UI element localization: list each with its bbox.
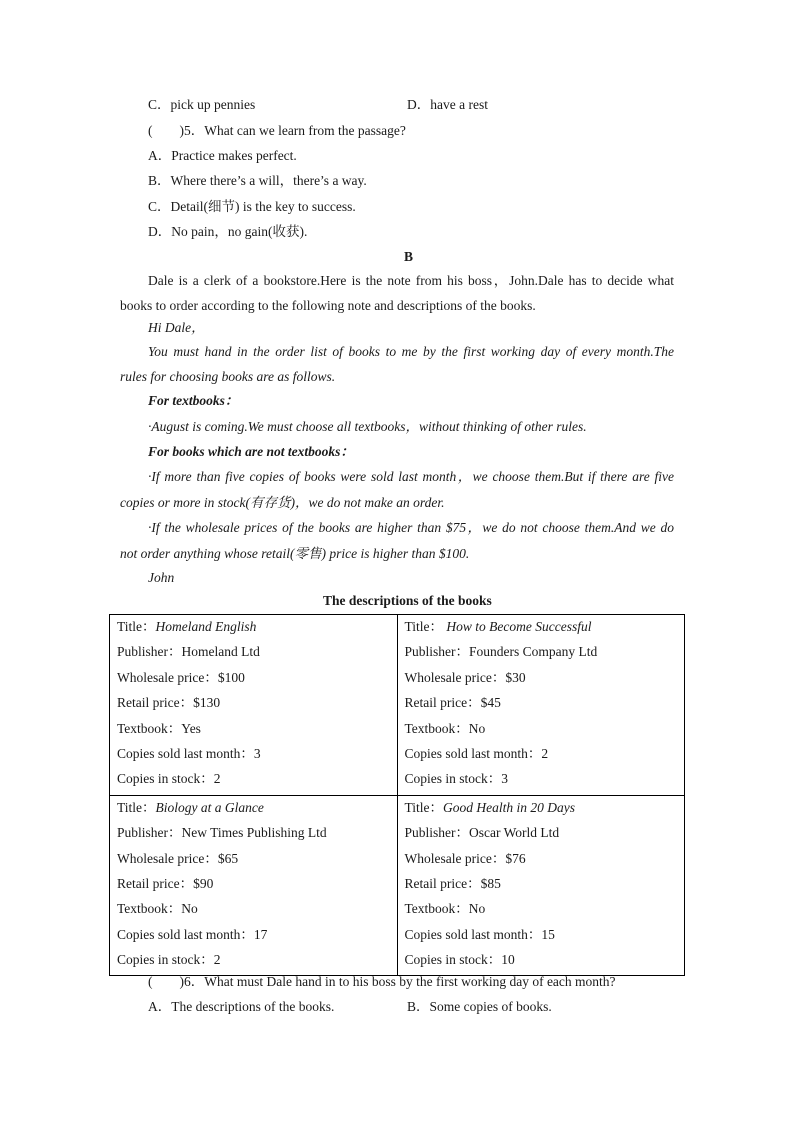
section-heading: B bbox=[404, 249, 414, 264]
book-title: How to Become Successful bbox=[446, 619, 592, 634]
rule1-line-1: ·If more than five copies of books were sold last month，we choose them.But if there are five bbox=[148, 469, 674, 484]
book-wholesale-price: Wholesale price：$76 bbox=[404, 850, 526, 866]
book-textbook: Textbook：No bbox=[117, 901, 198, 917]
book-cell-how-to-become-successful bbox=[397, 615, 685, 796]
book-wholesale-price: Wholesale price：$30 bbox=[404, 669, 526, 685]
intro-line-1: Dale is a clerk of a bookstore.Here is the note from his boss，John.Dale has to decide what bbox=[148, 273, 674, 288]
rule1-line-2: copies or more in stock(有存货)，we do not make an order. bbox=[120, 495, 445, 510]
book-title-row bbox=[117, 617, 391, 642]
q6-option-b: B．Some copies of books. bbox=[407, 999, 552, 1014]
note-line-1: You must hand in the order list of books to me by the first working day of every month.The bbox=[148, 344, 674, 359]
book-retail-price: Retail price：$130 bbox=[117, 695, 221, 711]
title-label: Title： bbox=[404, 799, 444, 815]
book-wholesale-price: Wholesale price：$100 bbox=[117, 669, 245, 685]
nontextbooks-heading: For books which are not textbooks： bbox=[148, 444, 354, 459]
book-copies-sold: Copies sold last month：17 bbox=[117, 926, 268, 942]
book-copies-sold: Copies sold last month：3 bbox=[117, 745, 261, 761]
book-copies-stock: Copies in stock：3 bbox=[404, 771, 508, 787]
book-retail-price: Retail price：$45 bbox=[404, 695, 501, 711]
title-label: Title： bbox=[117, 619, 156, 634]
book-publisher: Publisher：Oscar World Ltd bbox=[404, 825, 560, 841]
book-publisher: Publisher：Homeland Ltd bbox=[117, 644, 260, 660]
note-signature: John bbox=[148, 570, 175, 585]
book-copies-stock: Copies in stock：2 bbox=[117, 771, 221, 787]
book-textbook: Textbook：Yes bbox=[117, 720, 201, 736]
book-title: Biology at a Glance bbox=[155, 799, 264, 815]
book-cell-good-health-in-20-days bbox=[397, 795, 685, 976]
book-wholesale-price: Wholesale price：$65 bbox=[117, 850, 239, 866]
book-copies-stock: Copies in stock：2 bbox=[117, 952, 221, 968]
q6-option-a: A．The descriptions of the books. bbox=[148, 999, 335, 1014]
book-title-row bbox=[117, 798, 391, 823]
book-title-row bbox=[405, 617, 679, 642]
table-title: The descriptions of the books bbox=[323, 593, 492, 608]
q4-option-c: C．pick up pennies bbox=[148, 97, 256, 112]
book-retail-price: Retail price：$85 bbox=[404, 875, 501, 891]
book-publisher: Publisher：New Times Publishing Ltd bbox=[117, 825, 327, 841]
book-title-row bbox=[405, 798, 679, 823]
book-textbook: Textbook：No bbox=[404, 901, 486, 917]
q4-option-d: D．have a rest bbox=[407, 97, 488, 112]
textbooks-rule: ·August is coming.We must choose all textbooks，without thinking of other rules. bbox=[148, 419, 587, 434]
book-title: Good Health in 20 Days bbox=[443, 799, 576, 815]
book-cell-homeland-english bbox=[110, 615, 398, 796]
q5-option-a: A．Practice makes perfect. bbox=[148, 148, 297, 163]
note-greeting: Hi Dale， bbox=[148, 320, 205, 335]
book-copies-sold: Copies sold last month：15 bbox=[404, 926, 555, 942]
book-retail-price: Retail price：$90 bbox=[117, 875, 214, 891]
book-copies-sold: Copies sold last month：2 bbox=[404, 745, 549, 761]
intro-line-2: books to order according to the following note and descriptions of the books. bbox=[120, 298, 536, 313]
q5-option-d: D．No pain，no gain(收获). bbox=[148, 224, 308, 239]
book-cell-biology-at-a-glance bbox=[110, 795, 398, 976]
textbooks-heading: For textbooks： bbox=[148, 393, 239, 408]
q5-option-b: B．Where there’s a will，there’s a way. bbox=[148, 173, 367, 188]
book-textbook: Textbook：No bbox=[404, 720, 486, 736]
note-line-2: rules for choosing books are as follows. bbox=[120, 369, 336, 384]
title-label: Title： bbox=[404, 619, 447, 634]
books-table bbox=[109, 614, 685, 976]
rule2-line-2: not order anything whose retail(零售) price is higher than $100. bbox=[120, 546, 470, 561]
book-copies-stock: Copies in stock：10 bbox=[404, 952, 515, 968]
book-title: Homeland English bbox=[155, 619, 257, 634]
title-label: Title： bbox=[117, 799, 156, 815]
q5-option-c: C．Detail(细节) is the key to success. bbox=[148, 199, 356, 214]
q6-stem: ( )6．What must Dale hand in to his boss by the first working day of each month? bbox=[148, 974, 616, 989]
q5-stem: ( )5．What can we learn from the passage? bbox=[148, 123, 406, 138]
rule2-line-1: ·If the wholesale prices of the books are higher than $75，we do not choose them.And we do bbox=[148, 520, 674, 535]
book-publisher: Publisher：Founders Company Ltd bbox=[404, 644, 598, 660]
